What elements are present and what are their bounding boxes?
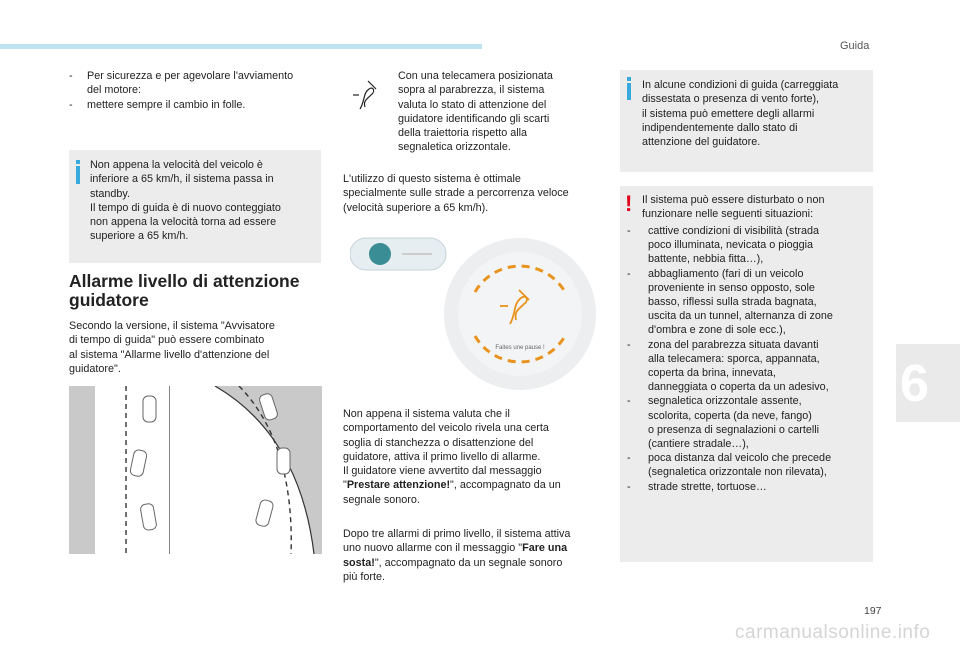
chapter-tab: 6 [896, 344, 960, 422]
list-item: - zona del parabrezza situata davanti alla telecamera: sporca, appannata, coperta da brina, innevata, danneggiata o coperta da un adesivo, [627, 338, 829, 394]
section-title: Guida [840, 40, 870, 52]
warning-intro: Il sistema può essere disturbato o non funzionare nelle seguenti situazioni: [642, 194, 825, 221]
page-number: 197 [864, 605, 882, 617]
watermark: carmanualsonline.info [735, 622, 931, 643]
warning-icon: ! [625, 191, 633, 216]
info-text-conditions: In alcune condizioni di guida (carreggiata dissestata o presenza di vento forte), il sistema può emettere degli allarmi indipendentemente dallo stato di attenzione del guidatore. [642, 79, 839, 149]
section-heading: Allarme livello di attenzione guidatore [69, 271, 300, 310]
top-accent-bar [0, 44, 482, 49]
list-item: - segnaletica orizzontale assente, scolorita, coperta (da neve, fango) o presenza di segnalazioni o cartelli (cantiere stradale…), [627, 395, 820, 451]
bullet-text: Per sicurezza e per agevolare l'avviamento del motore: [87, 70, 294, 97]
second-alert-paragraph: Dopo tre allarmi di primo livello, il sistema attiva uno nuovo allarme con il messaggio "Fare una sosta!", accompagnato da un segnale sonoro più forte. [343, 528, 571, 583]
camera-description: Con una telecamera posizionata sopra al parabrezza, il sistema valuta lo stato di attenzione del guidatore identificando gli scarti della traiettoria rispetto alla segnaletica orizzontale. [398, 70, 553, 154]
list-item: - poca distanza dal veicolo che precede (segnaletica orizzontale non rilevata), [627, 452, 832, 479]
dashboard-alert-illustration [350, 232, 600, 390]
lane-drift-illustration [69, 386, 322, 554]
info-icon [76, 166, 80, 184]
usage-text: L'utilizzo di questo sistema è ottimale specialmente sulle strade a percorrenza veloce (velocità superiore a 65 km/h). [343, 173, 569, 214]
bullet-dash: - [69, 99, 73, 111]
intro-paragraph: Secondo la versione, il sistema "Avvisatore di tempo di guida" può essere combinato al sistema "Allarme livello d'attenzione del guidatore". [69, 320, 275, 375]
alert-paragraph: Non appena il sistema valuta che il comportamento del veicolo rivela una certa soglia di stanchezza o disattenzione del guidatore, attiva il primo livello di allarme. Il guidatore viene avvertito dal messaggio "Prestare attenzione!", accompagnato da un segnale sonoro. [343, 408, 561, 506]
display-label: Faites une pause ! [495, 345, 545, 351]
steering-camera-icon [351, 79, 381, 113]
bullet-dash: - [69, 70, 73, 82]
info-text: Non appena la velocità del veicolo è inferiore a 65 km/h, il sistema passa in standby. Il tempo di guida è di nuovo conteggiato non appena la velocità torna ad essere superiore a 65 km/h. [90, 159, 281, 243]
info-icon [627, 83, 631, 100]
list-item: - strade strette, tortuose… [627, 480, 767, 493]
warning-list [627, 224, 873, 494]
list-item: - abbagliamento (fari di un veicolo proveniente in senso opposto, sole basso, riflessi sulla strada bagnata, uscita da un tunnel, alternanza di zone d'ombra e zone di sole ecc.), [627, 267, 833, 337]
bullet-text: mettere sempre il cambio in folle. [87, 99, 246, 111]
list-item: - cattive condizioni di visibilità (strada poco illuminata, nevicata o pioggia battente, nebbia fitta…), [627, 225, 820, 266]
